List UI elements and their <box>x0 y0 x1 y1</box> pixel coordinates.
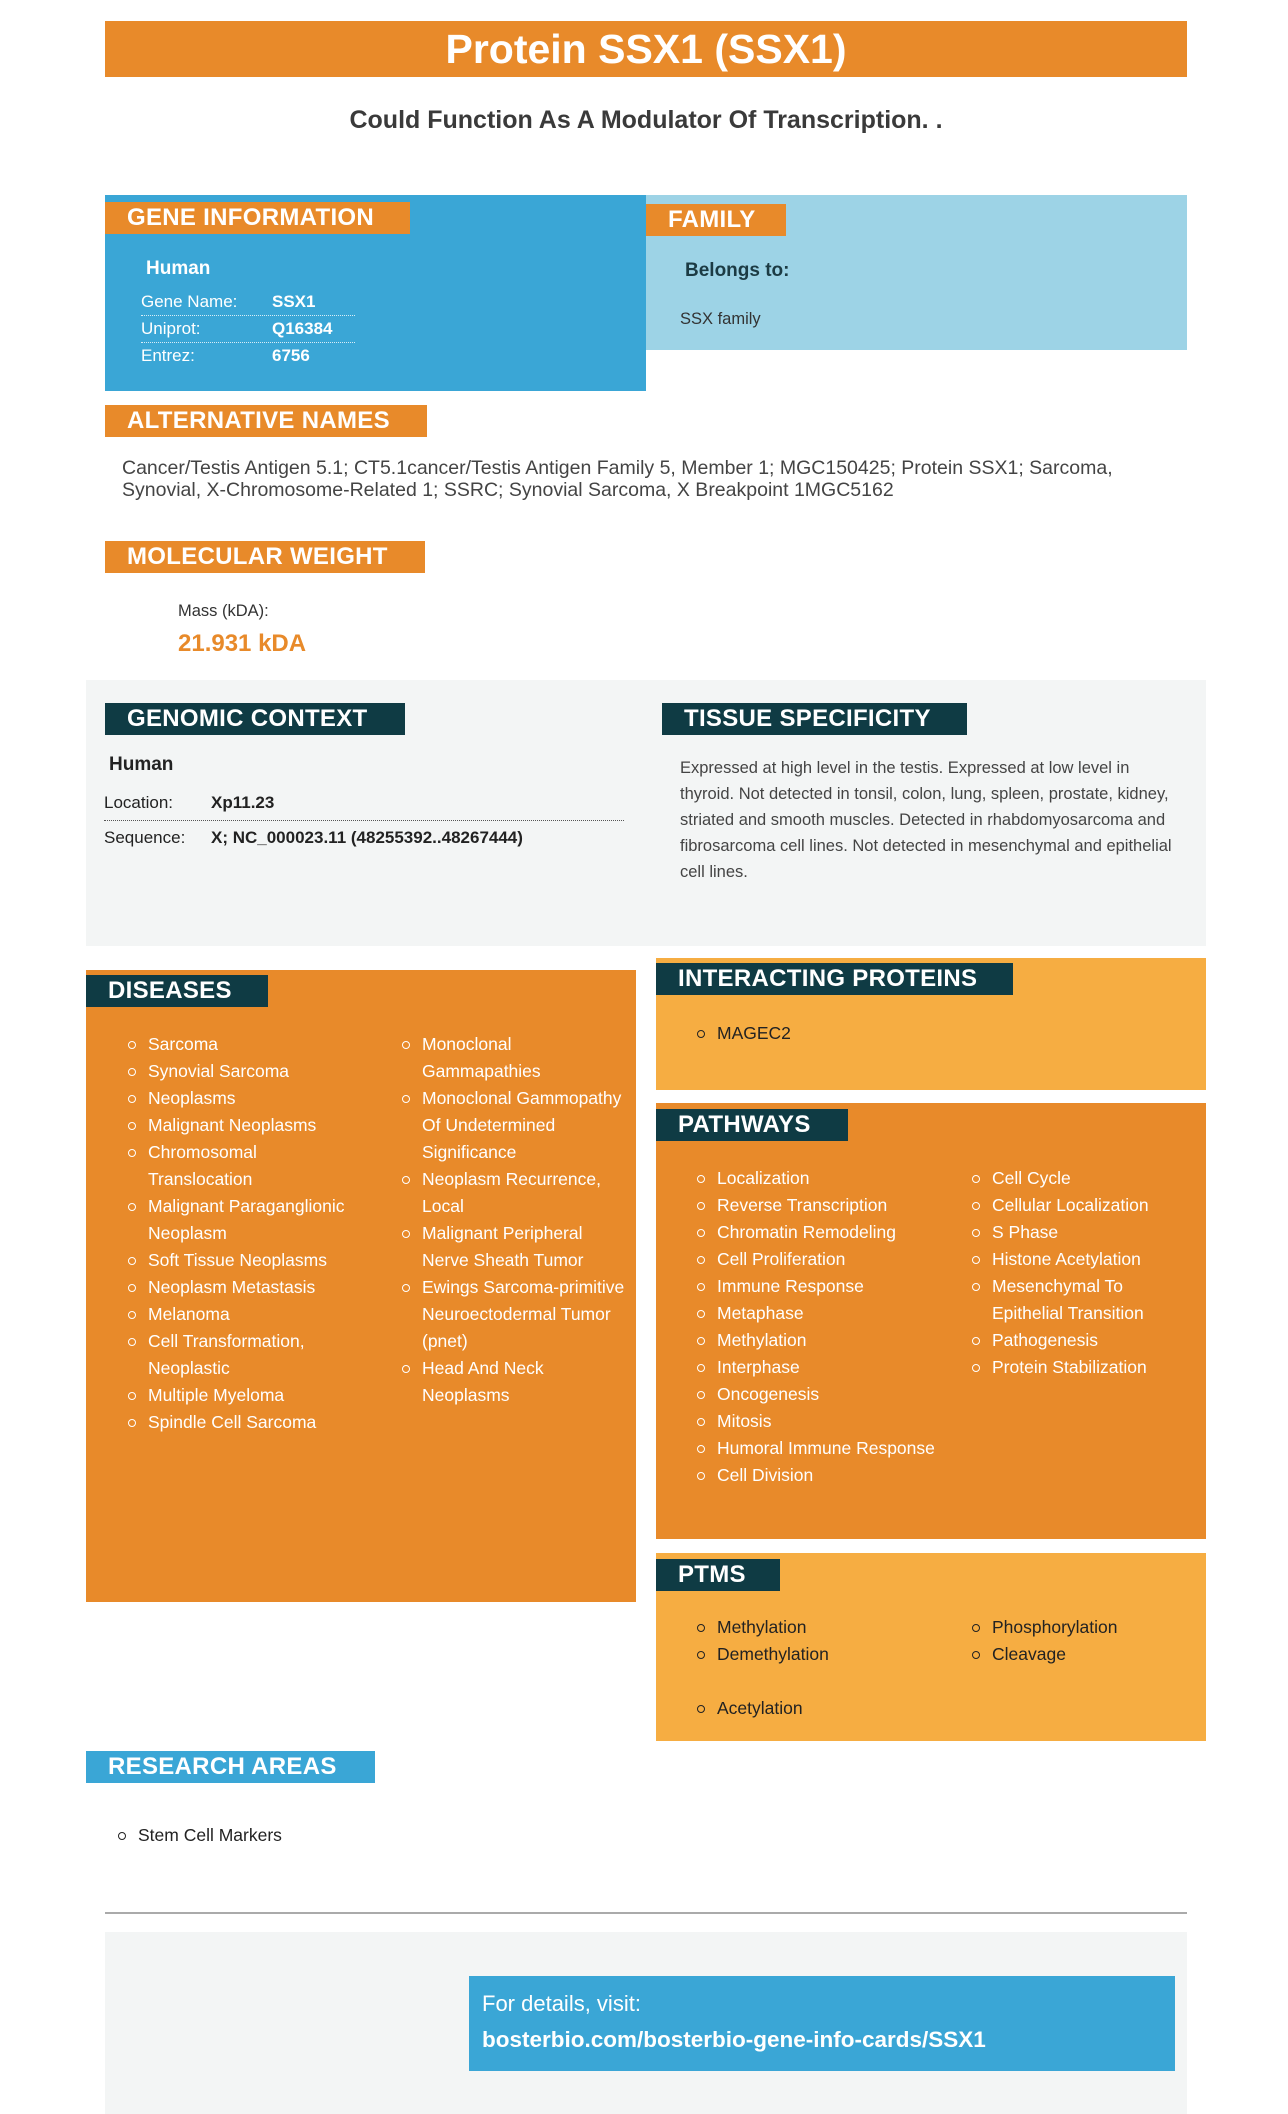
pathway-item: Cell Cycle <box>972 1165 1197 1192</box>
location-label: Location: <box>104 793 173 812</box>
interacting-protein-item: MAGEC2 <box>697 1020 997 1047</box>
pathways-label: PATHWAYS <box>656 1109 848 1141</box>
gene-info-row <box>141 346 355 369</box>
ptm-item: Acetylation <box>697 1695 957 1722</box>
diseases-list-col1 <box>128 1031 358 1436</box>
disease-item: Head And Neck Neoplasms <box>402 1355 627 1409</box>
pathway-item: Mitosis <box>697 1408 957 1435</box>
sequence-value: X; NC_000023.11 (48255392..48267444) <box>211 828 523 847</box>
diseases-list-col2 <box>402 1031 627 1409</box>
pathway-item: Humoral Immune Response <box>697 1435 957 1462</box>
alternative-names-label: ALTERNATIVE NAMES <box>105 405 427 437</box>
ptms-label: PTMS <box>656 1559 780 1591</box>
ptm-item: Phosphorylation <box>972 1614 1192 1641</box>
pathway-item: Metaphase <box>697 1300 957 1327</box>
disease-item: Chromosomal Translocation <box>128 1139 358 1193</box>
disease-item: Neoplasm Recurrence, Local <box>402 1166 627 1220</box>
gene-info-row <box>141 319 355 343</box>
gene-info-value: Q16384 <box>272 319 333 338</box>
disease-item: Malignant Peripheral Nerve Sheath Tumor <box>402 1220 627 1274</box>
details-link[interactable]: bosterbio.com/bosterbio-gene-info-cards/SSX1 <box>482 2027 986 2052</box>
footer-divider <box>105 1912 1187 1914</box>
page-subtitle: Could Function As A Modulator Of Transcription. . <box>349 106 943 134</box>
details-link-box[interactable] <box>469 1976 1175 2071</box>
location-value: Xp11.23 <box>211 793 275 812</box>
sequence-label: Sequence: <box>104 828 186 847</box>
details-prompt: For details, visit: <box>482 1991 641 2016</box>
pathways-list-col1 <box>697 1165 957 1489</box>
ptms-list-col2 <box>972 1614 1192 1668</box>
molecular-weight-label: MOLECULAR WEIGHT <box>105 541 425 573</box>
gene-info-value: SSX1 <box>272 292 316 311</box>
disease-item: Cell Transformation, Neoplastic <box>128 1328 358 1382</box>
location-row <box>104 793 624 821</box>
pathway-item: S Phase <box>972 1219 1197 1246</box>
genomic-context-label: GENOMIC CONTEXT <box>105 703 405 735</box>
pathway-item: Pathogenesis <box>972 1327 1197 1354</box>
disease-item: Neoplasms <box>128 1085 358 1112</box>
research-area-item: Stem Cell Markers <box>118 1822 518 1849</box>
tissue-specificity-label: TISSUE SPECIFICITY <box>662 703 967 735</box>
pathway-item: Cellular Localization <box>972 1192 1197 1219</box>
family-value: SSX family <box>680 310 761 328</box>
ptm-item: Demethylation <box>697 1641 957 1668</box>
pathway-item: Methylation <box>697 1327 957 1354</box>
disease-item: Malignant Paraganglionic Neoplasm <box>128 1193 358 1247</box>
gene-info-row <box>141 292 355 316</box>
research-areas-label: RESEARCH AREAS <box>86 1751 375 1783</box>
interacting-proteins-label: INTERACTING PROTEINS <box>656 963 1013 995</box>
gene-info-key: Uniprot: <box>141 319 201 338</box>
pathway-item: Histone Acetylation <box>972 1246 1197 1273</box>
mass-label: Mass (kDA): <box>178 602 269 620</box>
gene-information-label: GENE INFORMATION <box>105 202 410 234</box>
diseases-label: DISEASES <box>86 975 268 1007</box>
pathway-item: Cell Division <box>697 1462 957 1489</box>
disease-item: Melanoma <box>128 1301 358 1328</box>
pathway-item: Oncogenesis <box>697 1381 957 1408</box>
disease-item: Sarcoma <box>128 1031 358 1058</box>
genomic-species: Human <box>109 754 174 775</box>
disease-item: Monoclonal Gammapathies <box>402 1031 627 1085</box>
tissue-specificity-text: Expressed at high level in the testis. Expressed at low level in thyroid. Not detected in tonsil, colon, lung, spleen, prostate, kidney, striated and smooth muscles. Detected in rhabdomyosarcoma and fibrosarcoma cell lines. Not detected in mesenchymal and epithelial cell lines. <box>680 759 1172 881</box>
ptm-item: Methylation <box>697 1614 957 1641</box>
pathway-item: Reverse Transcription <box>697 1192 957 1219</box>
pathway-item: Cell Proliferation <box>697 1246 957 1273</box>
family-label: FAMILY <box>646 204 786 236</box>
family-heading: Belongs to: <box>685 260 790 281</box>
gene-info-key: Gene Name: <box>141 292 238 311</box>
gene-species: Human <box>146 258 211 279</box>
ptms-list-col1 <box>697 1614 957 1668</box>
disease-item: Malignant Neoplasms <box>128 1112 358 1139</box>
pathway-item: Mesenchymal To Epithelial Transition <box>972 1273 1197 1327</box>
pathway-item: Immune Response <box>697 1273 957 1300</box>
interacting-proteins-list <box>697 1020 997 1047</box>
disease-item: Spindle Cell Sarcoma <box>128 1409 358 1436</box>
pathways-list-col2 <box>972 1165 1197 1381</box>
disease-item: Neoplasm Metastasis <box>128 1274 358 1301</box>
ptms-list-extra <box>697 1695 957 1722</box>
gene-info-key: Entrez: <box>141 346 195 365</box>
ptm-item: Cleavage <box>972 1641 1192 1668</box>
pathway-item: Interphase <box>697 1354 957 1381</box>
disease-item: Ewings Sarcoma-primitive Neuroectodermal Tumor (pnet) <box>402 1274 627 1355</box>
page-title: Protein SSX1 (SSX1) <box>105 21 1187 77</box>
disease-item: Monoclonal Gammopathy Of Undetermined Significance <box>402 1085 627 1166</box>
research-areas-list <box>118 1822 518 1849</box>
disease-item: Synovial Sarcoma <box>128 1058 358 1085</box>
disease-item: Multiple Myeloma <box>128 1382 358 1409</box>
mass-value: 21.931 kDA <box>178 630 307 657</box>
gene-info-value: 6756 <box>272 346 310 365</box>
sequence-row <box>104 828 644 848</box>
pathway-item: Localization <box>697 1165 957 1192</box>
pathway-item: Chromatin Remodeling <box>697 1219 957 1246</box>
alternative-names-text: Cancer/Testis Antigen 5.1; CT5.1cancer/Testis Antigen Family 5, Member 1; MGC150425; Protein SSX1; Sarcoma, Synovial, X-Chromosome-Related 1; SSRC; Synovial Sarcoma, X Breakpoint 1MGC5162 <box>122 457 1113 501</box>
pathway-item: Protein Stabilization <box>972 1354 1197 1381</box>
disease-item: Soft Tissue Neoplasms <box>128 1247 358 1274</box>
